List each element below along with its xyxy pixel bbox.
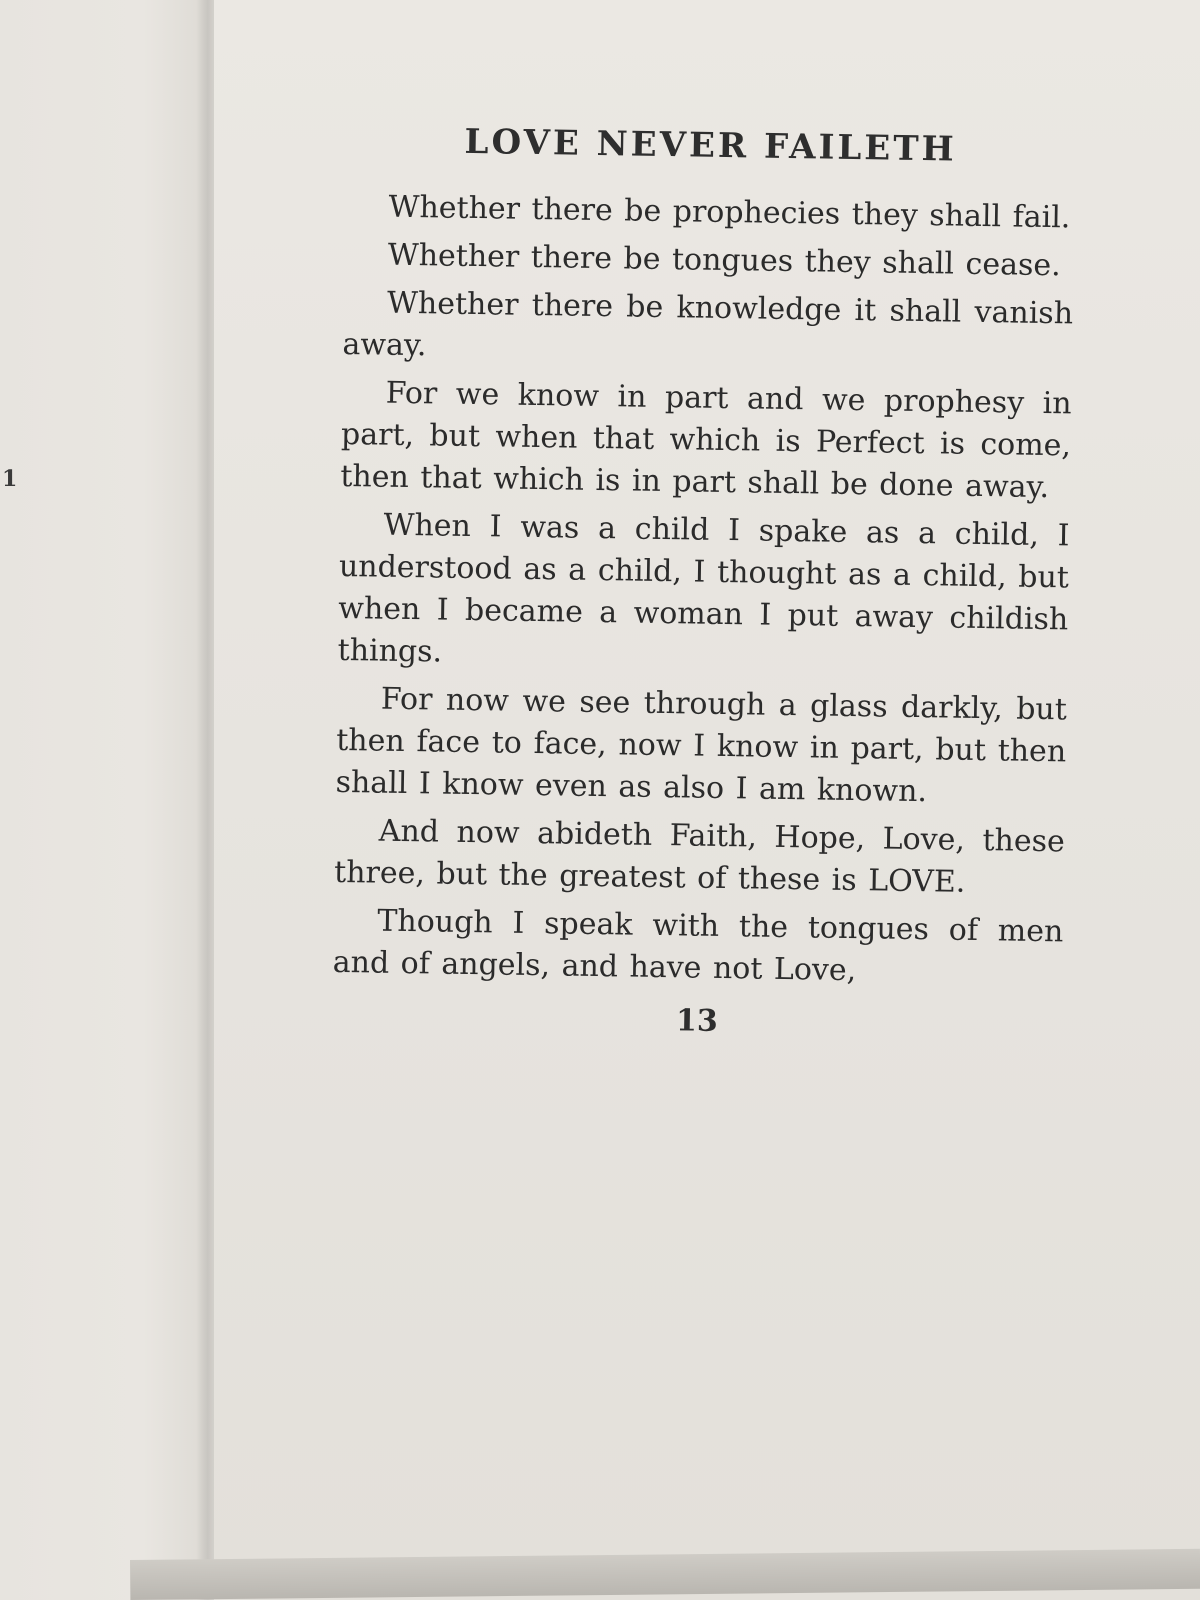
page-title: LOVE NEVER FAILETH (464, 121, 957, 170)
page-number: 13 (675, 1003, 719, 1039)
paragraph-faith-hope-love: And now abideth Faith, Hope, Love, these three, but the greatest of these is LOVE. (333, 813, 1066, 900)
paragraph-in-part: For we know in part and we prophesy in part, but when that which is Perfect is come, then that which is in part shall be done away. (340, 375, 1072, 506)
left-page-edge-mark: 1 (2, 466, 18, 492)
paragraph-knowledge: Whether there be knowledge it shall vanish away. (342, 285, 1074, 364)
paragraph-child: When I was a child I spake as a child, I understood as a child, I thought as a child, but when I became a woman I put away childish things. (337, 507, 1070, 670)
paragraph-prophecies: Whether there be prophecies they shall fail. (388, 189, 1071, 236)
paragraph-tongues: Whether there be tongues they shall cease. (387, 237, 1061, 284)
paragraph-glass-darkly: For now we see through a glass darkly, but then face to face, now I know in part, but then shall I know even as also I am known. (335, 681, 1068, 810)
paragraph-tongues-of-angels: Though I speak with the tongues of men and of angels, and have not Love, (332, 903, 1064, 989)
left-page (0, 0, 205, 1600)
page-content (332, 120, 1076, 1044)
